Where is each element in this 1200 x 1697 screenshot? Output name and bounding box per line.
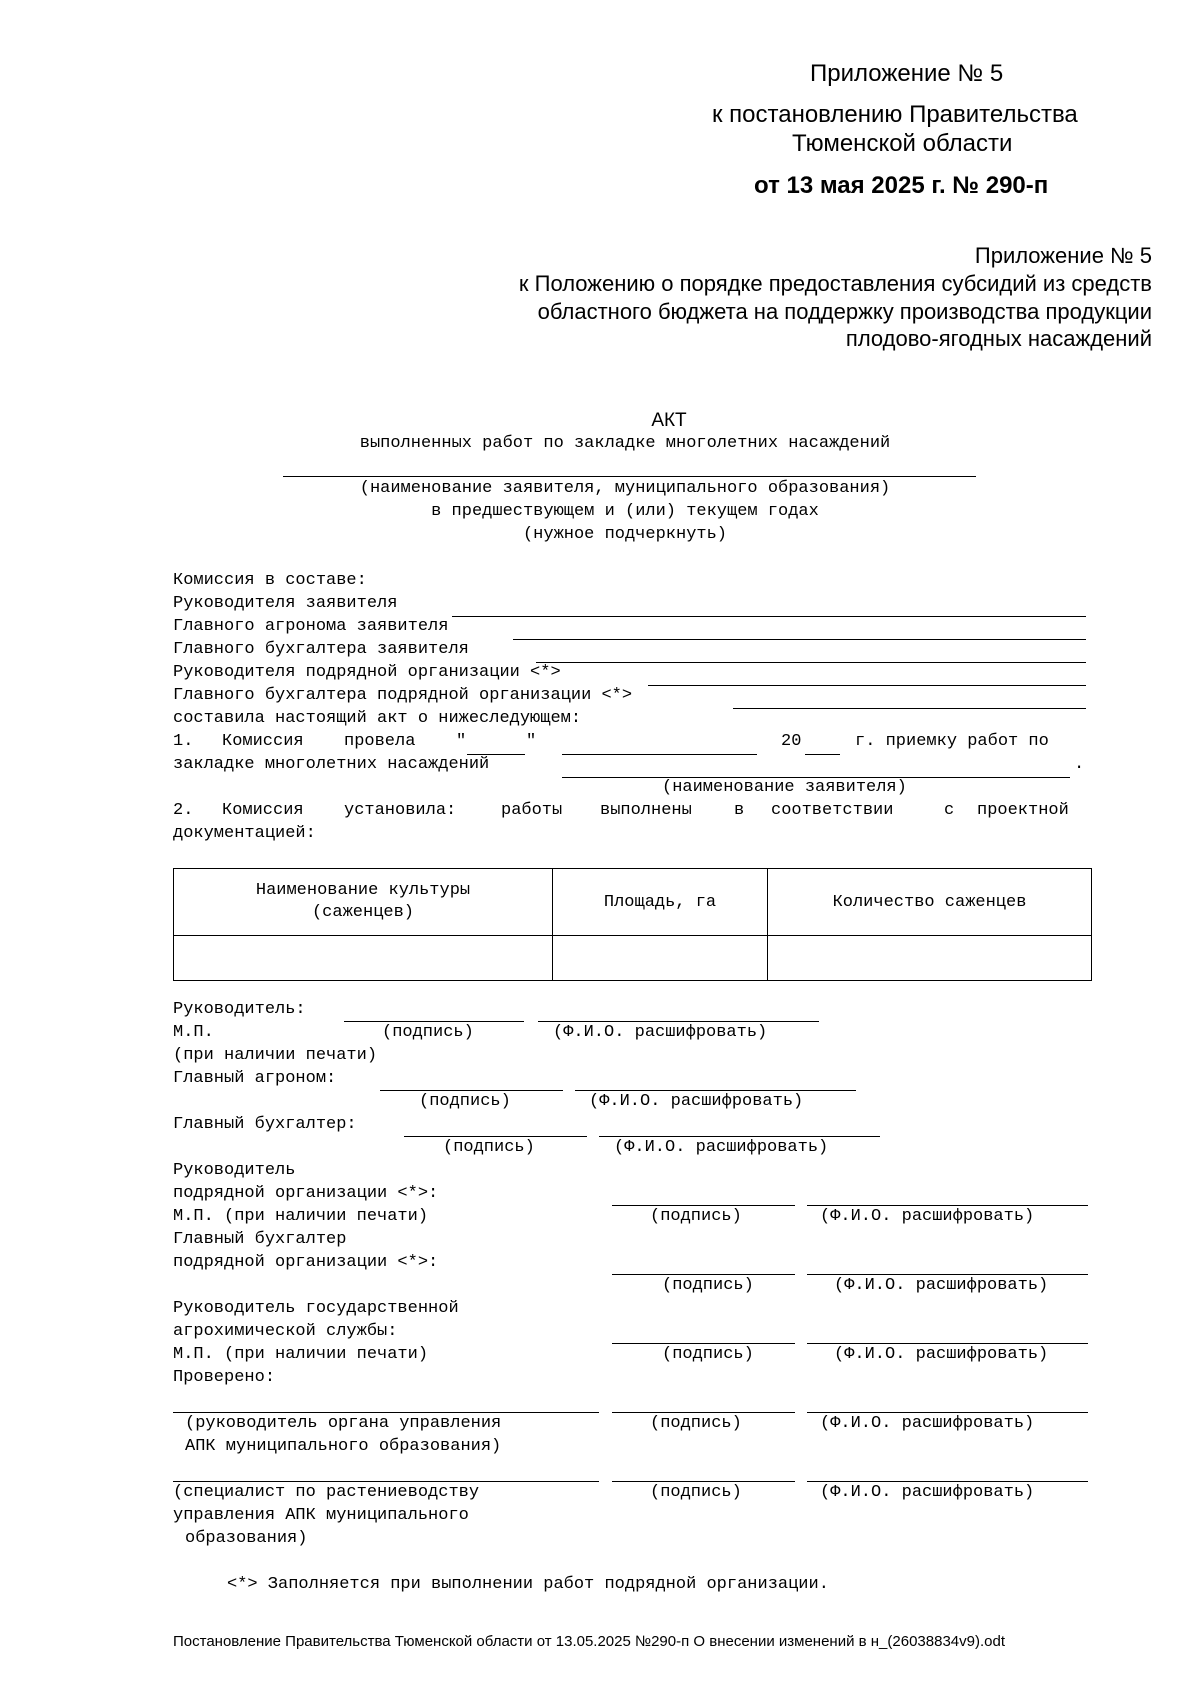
sig-contractor-acc-sign-line	[612, 1274, 795, 1275]
sig-agronomist-sign-caption: (подпись)	[419, 1092, 511, 1111]
commission-intro: Комиссия в составе:	[173, 571, 367, 590]
sig-specialist-line3: образования)	[185, 1529, 308, 1548]
sig-apk-head-sign-line	[612, 1412, 795, 1413]
sig-accountant-sign-line	[404, 1136, 587, 1137]
appendix-title: Приложение № 5	[810, 60, 1004, 87]
sig-agronomist-sign-line	[380, 1090, 563, 1091]
act-subtitle: выполненных работ по закладке многолетних насаждений	[359, 434, 891, 453]
sig-contractor-acc-line1: Главный бухгалтер	[173, 1230, 347, 1249]
sub-appendix-title: Приложение № 5	[974, 243, 1152, 268]
cell-culture[interactable]	[174, 936, 553, 981]
sig-agrochem-fio-caption: (Ф.И.О. расшифровать)	[834, 1345, 1049, 1364]
resolution-line1: к постановлению Правительства	[712, 101, 1078, 128]
sig-agrochem-line2: агрохимической службы:	[173, 1322, 398, 1341]
member-contractor-head: Руководителя подрядной организации <*>	[173, 663, 561, 682]
sig-agronomist-label: Главный агроном:	[173, 1069, 337, 1088]
p2-word4: выполнены	[600, 801, 692, 820]
sig-agronomist-fio-line	[575, 1090, 856, 1091]
sig-specialist-sign-line	[612, 1481, 795, 1482]
member-head: Руководителя заявителя	[173, 594, 398, 613]
sig-contractor-head-fio-caption: (Ф.И.О. расшифровать)	[820, 1207, 1035, 1226]
sig-contractor-head-line1: Руководитель	[173, 1161, 296, 1180]
sig-agrochem-line1: Руководитель государственной	[173, 1299, 459, 1318]
sig-apk-head-line1: (руководитель органа управления	[185, 1414, 502, 1433]
p1-quote-close: "	[526, 732, 537, 751]
member-agronomist-line	[513, 639, 1086, 640]
sub-appendix-line3: плодово-ягодных насаждений	[845, 326, 1152, 351]
p1-tail: г. приемку работ по	[855, 732, 1049, 751]
sub-appendix-line2: областного бюджета на поддержку производства продукции	[537, 299, 1152, 324]
footnote: <*> Заполняется при выполнении работ подрядной организации.	[227, 1575, 829, 1594]
cultures-table	[173, 868, 1092, 981]
p2-word5: в	[734, 801, 745, 820]
sig-specialist-fio-line	[807, 1481, 1088, 1482]
p1-year-line	[805, 754, 840, 755]
p1-quote-open: "	[456, 732, 467, 751]
sig-apk-head-line2: АПК муниципального образования)	[185, 1437, 502, 1456]
p2-word1: Комиссия	[222, 801, 304, 820]
applicant-caption: (наименование заявителя, муниципального образования)	[359, 479, 891, 498]
p2-line2: документацией:	[173, 824, 316, 843]
sig-specialist-sign-caption: (подпись)	[650, 1483, 742, 1502]
sig-contractor-head-sign-line	[612, 1205, 795, 1206]
member-accountant: Главного бухгалтера заявителя	[173, 640, 469, 659]
p2-word3: работы	[501, 801, 563, 820]
table-header-row	[174, 869, 1092, 936]
col-area-header: Площадь, га	[553, 869, 768, 936]
sig-agrochem-fio-line	[807, 1343, 1088, 1344]
sig-head-fio-line	[538, 1021, 819, 1022]
sig-contractor-head-sign-caption: (подпись)	[650, 1207, 742, 1226]
sig-contractor-head-line2: подрядной организации <*>:	[173, 1184, 439, 1203]
years-line: в предшествующем и (или) текущем годах	[431, 502, 819, 521]
sig-apk-head-fio-caption: (Ф.И.О. расшифровать)	[820, 1414, 1035, 1433]
sig-apk-head-fio-line	[807, 1412, 1088, 1413]
p1-num: 1.	[173, 732, 194, 751]
member-accountant-line	[536, 662, 1086, 663]
sig-contractor-head-fio-line	[807, 1205, 1088, 1206]
compiled-text: составила настоящий акт о нижеследующем:	[173, 709, 582, 728]
sig-head-sign-line	[344, 1021, 524, 1022]
cell-area[interactable]	[553, 936, 768, 981]
sig-contractor-mp: М.П. (при наличии печати)	[173, 1207, 429, 1226]
sig-specialist-line1: (специалист по растениеводству	[173, 1483, 480, 1502]
sig-head-sign-caption: (подпись)	[382, 1023, 474, 1042]
p1-line2: закладке многолетних насаждений	[173, 755, 490, 774]
p2-word8: проектной	[977, 801, 1069, 820]
sig-apk-head-sign-caption: (подпись)	[650, 1414, 742, 1433]
sig-accountant-label: Главный бухгалтер:	[173, 1115, 357, 1134]
sig-contractor-acc-fio-caption: (Ф.И.О. расшифровать)	[834, 1276, 1049, 1295]
col-culture-header	[174, 869, 553, 936]
underline-note: (нужное подчеркнуть)	[522, 525, 728, 544]
p2-num: 2.	[173, 801, 194, 820]
sig-apk-head-line	[173, 1412, 599, 1413]
p1-month-line	[562, 754, 757, 755]
sig-contractor-acc-fio-line	[807, 1274, 1088, 1275]
document-footer: Постановление Правительства Тюменской области от 13.05.2025 №290-п О внесении изменений в н_(26038834v9).odt	[173, 1633, 1005, 1650]
member-contractor-accountant: Главного бухгалтера подрядной организации <*>	[173, 686, 633, 705]
member-contractor-accountant-line	[733, 708, 1086, 709]
sig-contractor-acc-sign-caption: (подпись)	[662, 1276, 754, 1295]
sig-accountant-sign-caption: (подпись)	[443, 1138, 535, 1157]
p2-word2: установила:	[344, 801, 457, 820]
sig-agrochem-sign-line	[612, 1343, 795, 1344]
sig-head-fio-caption: (Ф.И.О. расшифровать)	[553, 1023, 768, 1042]
col-culture-line1: Наименование культуры	[255, 881, 471, 900]
col-count-header: Количество саженцев	[768, 869, 1092, 936]
p1-year-prefix: 20	[781, 732, 802, 751]
sig-accountant-fio-caption: (Ф.И.О. расшифровать)	[614, 1138, 829, 1157]
resolution-date: от 13 мая 2025 г. № 290-п	[754, 172, 1049, 199]
sig-head-mp-note: (при наличии печати)	[173, 1046, 378, 1065]
p1-word2: провела	[344, 732, 416, 751]
resolution-line2: Тюменской области	[792, 130, 1013, 157]
sig-specialist-line	[173, 1481, 599, 1482]
sig-agrochem-mp: М.П. (при наличии печати)	[173, 1345, 429, 1364]
sig-specialist-fio-caption: (Ф.И.О. расшифровать)	[820, 1483, 1035, 1502]
col-culture-line2: (саженцев)	[311, 903, 415, 922]
sig-agrochem-sign-caption: (подпись)	[662, 1345, 754, 1364]
applicant-blank-line	[283, 476, 976, 477]
sig-checked: Проверено:	[173, 1368, 276, 1387]
sub-appendix-line1: к Положению о порядке предоставления субсидий из средств	[518, 271, 1152, 296]
sig-accountant-fio-line	[599, 1136, 880, 1137]
p1-caption: (наименование заявителя)	[662, 778, 907, 797]
p1-word1: Комиссия	[222, 732, 304, 751]
sig-specialist-line2: управления АПК муниципального	[173, 1506, 469, 1525]
p2-word6: соответствии	[771, 801, 894, 820]
sig-agronomist-fio-caption: (Ф.И.О. расшифровать)	[589, 1092, 804, 1111]
member-contractor-head-line	[648, 685, 1086, 686]
sig-head-mp: М.П.	[173, 1023, 214, 1042]
p2-word7: с	[944, 801, 955, 820]
table-row	[174, 936, 1092, 981]
act-title: АКТ	[651, 410, 687, 431]
member-head-line	[452, 616, 1086, 617]
sig-head-label: Руководитель:	[173, 1000, 306, 1019]
member-agronomist: Главного агронома заявителя	[173, 617, 449, 636]
p1-period: .	[1074, 755, 1085, 774]
sig-contractor-acc-line2: подрядной организации <*>:	[173, 1253, 439, 1272]
cell-count[interactable]	[768, 936, 1092, 981]
